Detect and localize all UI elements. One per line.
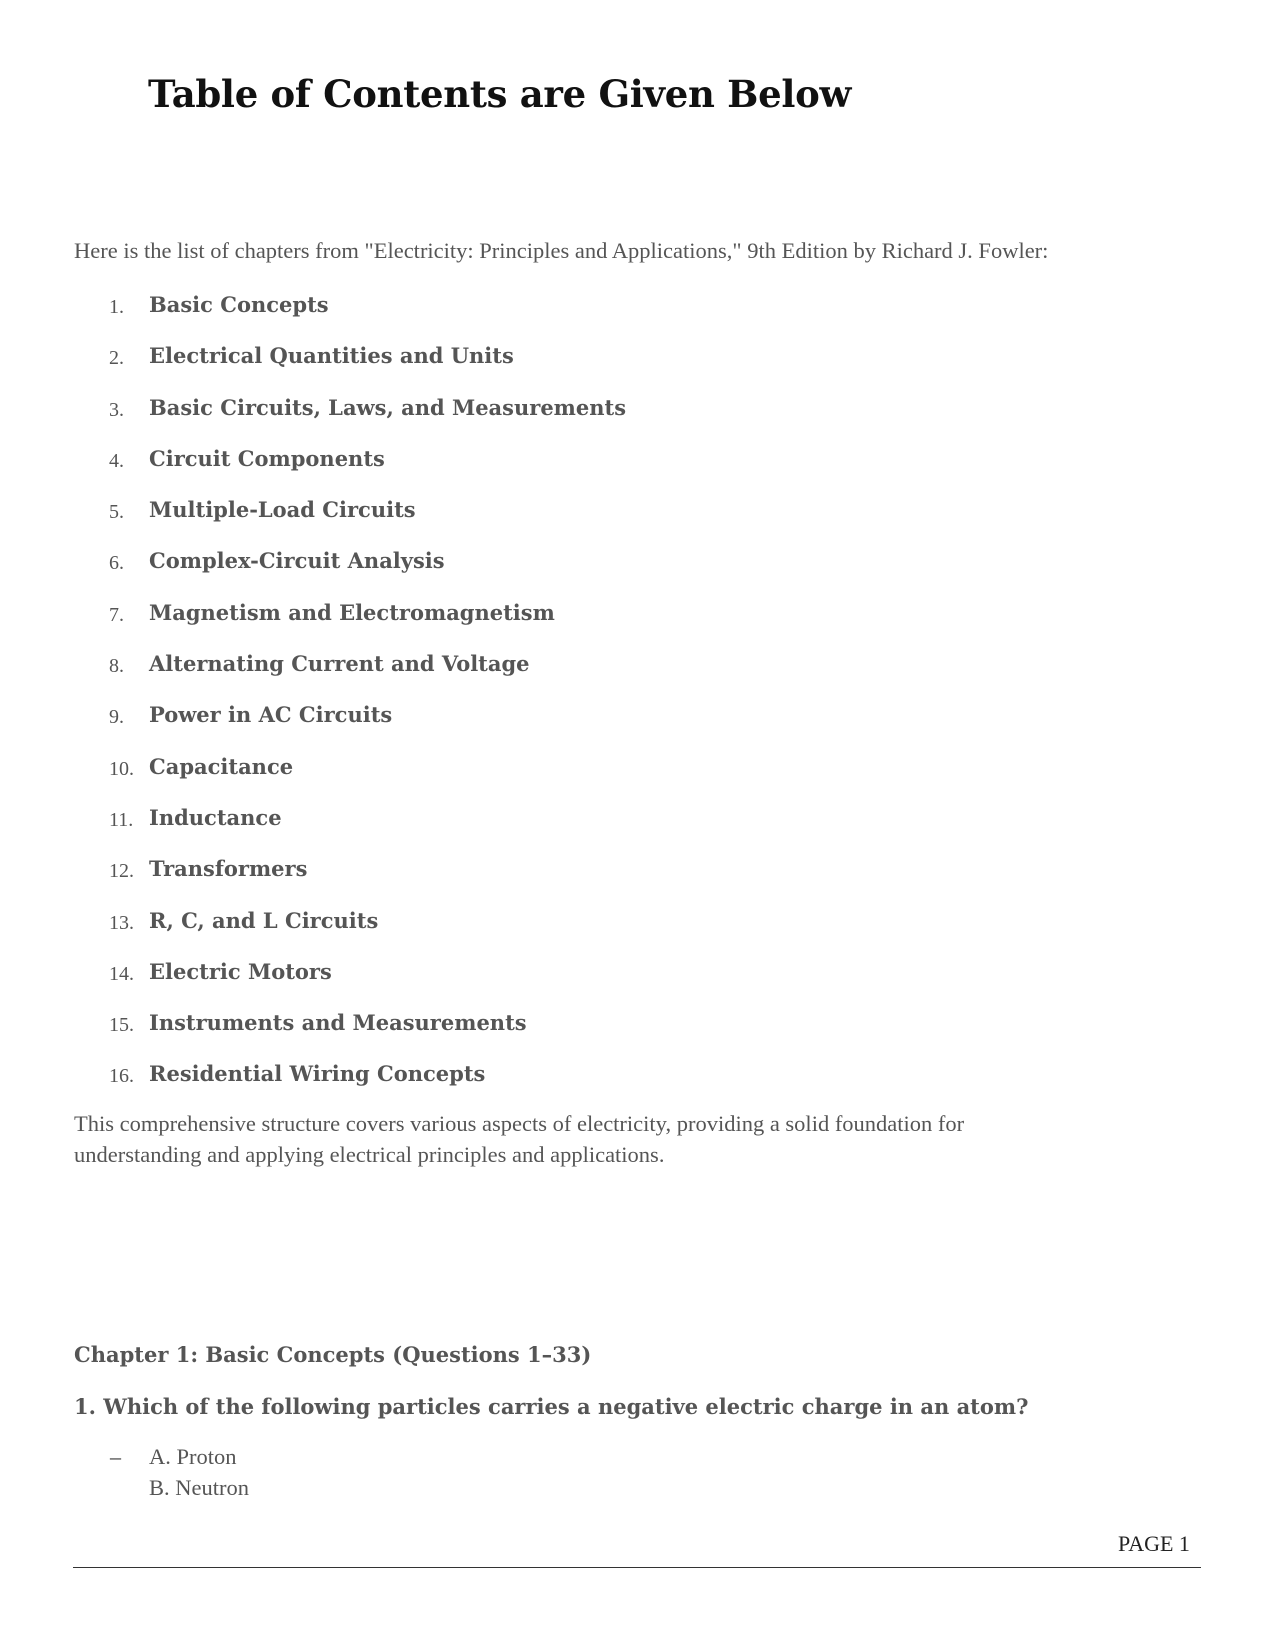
chapter-heading: Chapter 1: Basic Concepts (Questions 1–33) [74, 1342, 592, 1367]
toc-item-number: 4. [109, 449, 124, 472]
toc-item-label: Complex-Circuit Analysis [149, 548, 445, 574]
toc-item-number: 11. [109, 808, 134, 831]
footer-divider [73, 1567, 1201, 1568]
toc-item-label: Electrical Quantities and Units [149, 343, 514, 369]
toc-item-label: R, C, and L Circuits [149, 907, 379, 933]
summary-paragraph: This comprehensive structure covers various aspects of electricity, providing a solid foundation for understanding and applying electrical principles and applications. [74, 1111, 965, 1167]
list-bullet: – [110, 1444, 121, 1469]
toc-item-number: 6. [109, 552, 124, 575]
toc-item-label: Residential Wiring Concepts [149, 1061, 486, 1087]
intro-paragraph: Here is the list of chapters from "Electricity: Principles and Applications," 9th Edition by Richard J. Fowler: [74, 238, 1049, 263]
page-number: PAGE 1 [1118, 1531, 1190, 1556]
toc-item-number: 5. [109, 501, 124, 524]
toc-item-number: 7. [109, 603, 124, 626]
answer-option: B. Neutron [149, 1475, 249, 1500]
toc-item-number: 13. [109, 911, 134, 934]
toc-item-label: Transformers [149, 856, 308, 882]
toc-item-number: 12. [109, 860, 134, 883]
toc-item-number: 10. [109, 757, 134, 780]
toc-item-label: Inductance [149, 804, 282, 830]
answer-option: A. Proton [149, 1444, 237, 1469]
toc-item-number: 8. [109, 655, 124, 678]
toc-item-number: 9. [109, 706, 124, 729]
toc-item-number: 2. [109, 347, 124, 370]
toc-item-label: Basic Circuits, Laws, and Measurements [149, 394, 627, 420]
toc-item-number: 16. [109, 1065, 134, 1088]
question-text: 1. Which of the following particles carries a negative electric charge in an atom? [74, 1394, 1029, 1419]
toc-item-label: Power in AC Circuits [149, 702, 393, 728]
toc-item-label: Instruments and Measurements [149, 1010, 527, 1036]
toc-item-number: 15. [109, 1014, 134, 1037]
toc-item-label: Basic Concepts [149, 292, 329, 317]
toc-item-number: 14. [109, 962, 134, 985]
toc-item-label: Multiple-Load Circuits [149, 497, 416, 523]
toc-item-label: Capacitance [149, 753, 294, 779]
toc-item-label: Magnetism and Electromagnetism [149, 599, 555, 625]
toc-item-label: Electric Motors [149, 958, 332, 984]
page-title: Table of Contents are Given Below [148, 72, 852, 116]
toc-item-number: 3. [109, 398, 124, 421]
toc-item-number: 1. [109, 296, 124, 318]
toc-item-label: Circuit Components [149, 445, 385, 471]
toc-item-label: Alternating Current and Voltage [149, 651, 530, 677]
